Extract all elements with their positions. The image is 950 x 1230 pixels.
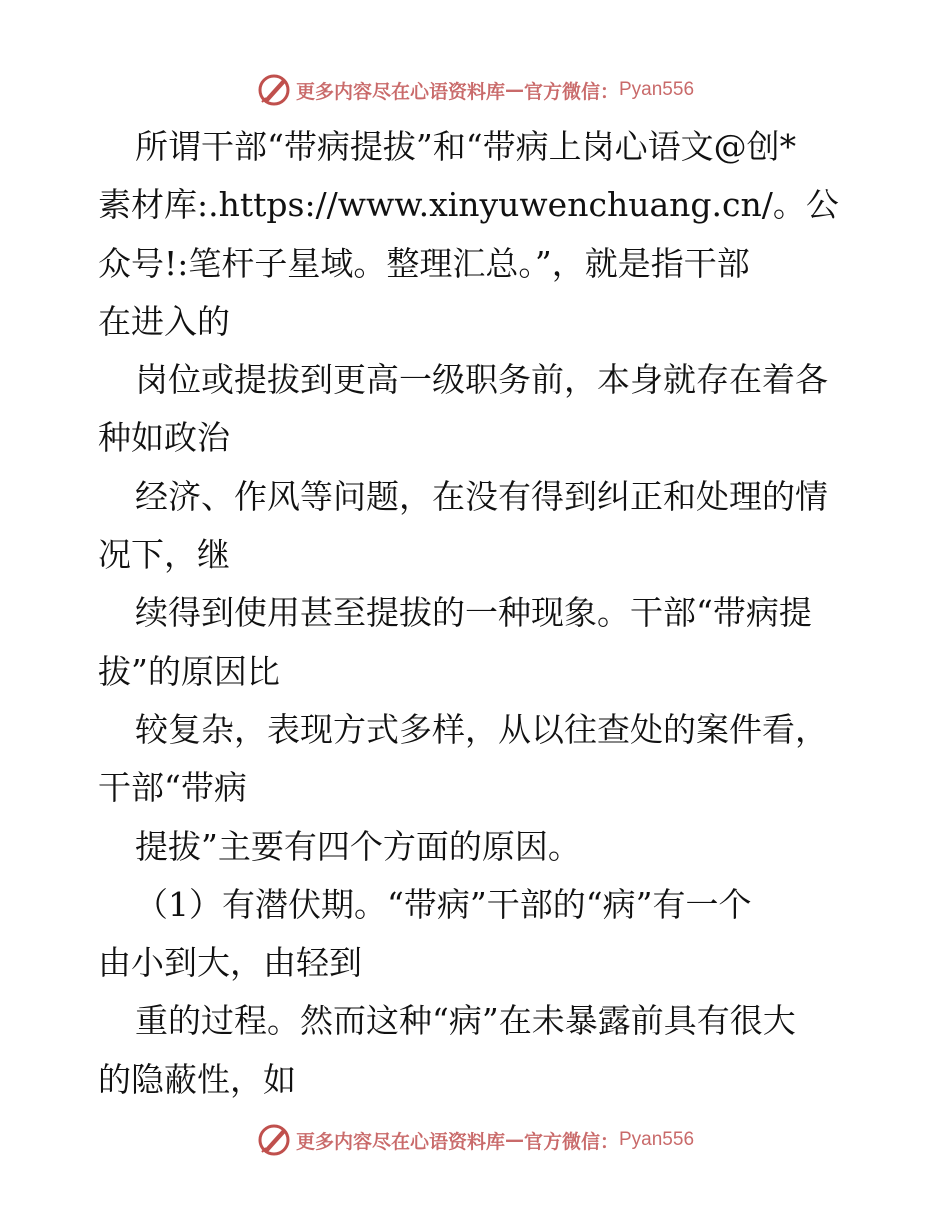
header-watermark [0,70,950,110]
text-line: 提拔”主要有四个方面的原因。 [135,826,581,866]
feather-pen-logo-icon [256,72,292,108]
watermark-separator: — [504,79,524,101]
text-line: 较复杂，表现方式多样，从以往查处的案件看， [135,709,828,749]
text-line: 的隐蔽性，如 [98,1059,296,1099]
watermark-wechat-label: 官方微信： [523,80,619,103]
text-line: 经济、作风等问题，在没有得到纠正和处理的情 [135,476,828,516]
feather-pen-logo-icon [256,1122,292,1158]
watermark-wechat-id: Pyan556 [619,79,695,100]
text-line: 素材库:.https://www.xinyuwenchuang.cn/。公 [98,185,839,225]
text-line: 重的过程。然而这种“病”在未暴露前具有很大 [135,1001,796,1041]
text-line: 众号!:笔杆子星域。整理汇总。”，就是指干部 [98,243,750,283]
text-line: （1）有潜伏期。“带病”干部的“病”有一个 [135,884,752,924]
text-line: 续得到使用甚至提拔的一种现象。干部“带病提 [135,593,812,633]
text-line: 种如政治 [98,418,230,458]
watermark-wechat-id: Pyan556 [619,1129,695,1150]
text-line: 干部“带病 [98,768,247,808]
text-line: 拔”的原因比 [98,651,280,691]
document-body [98,118,858,1109]
text-line: 岗位或提拔到更高一级职务前，本身就存在着各 [135,360,828,400]
watermark-text: 更多内容尽在心语资料库 [295,1130,505,1153]
watermark-wechat-label: 官方微信： [523,1130,619,1153]
text-line: 况下，继 [98,535,230,575]
text-line: 在进入的 [98,301,230,341]
footer-watermark [0,1120,950,1160]
text-line: 由小到大，由轻到 [98,943,362,983]
text-line: 所谓干部“带病提拔”和“带病上岗心语文@创* [135,127,797,166]
watermark-separator: — [504,1129,524,1151]
watermark-text: 更多内容尽在心语资料库 [295,80,505,103]
